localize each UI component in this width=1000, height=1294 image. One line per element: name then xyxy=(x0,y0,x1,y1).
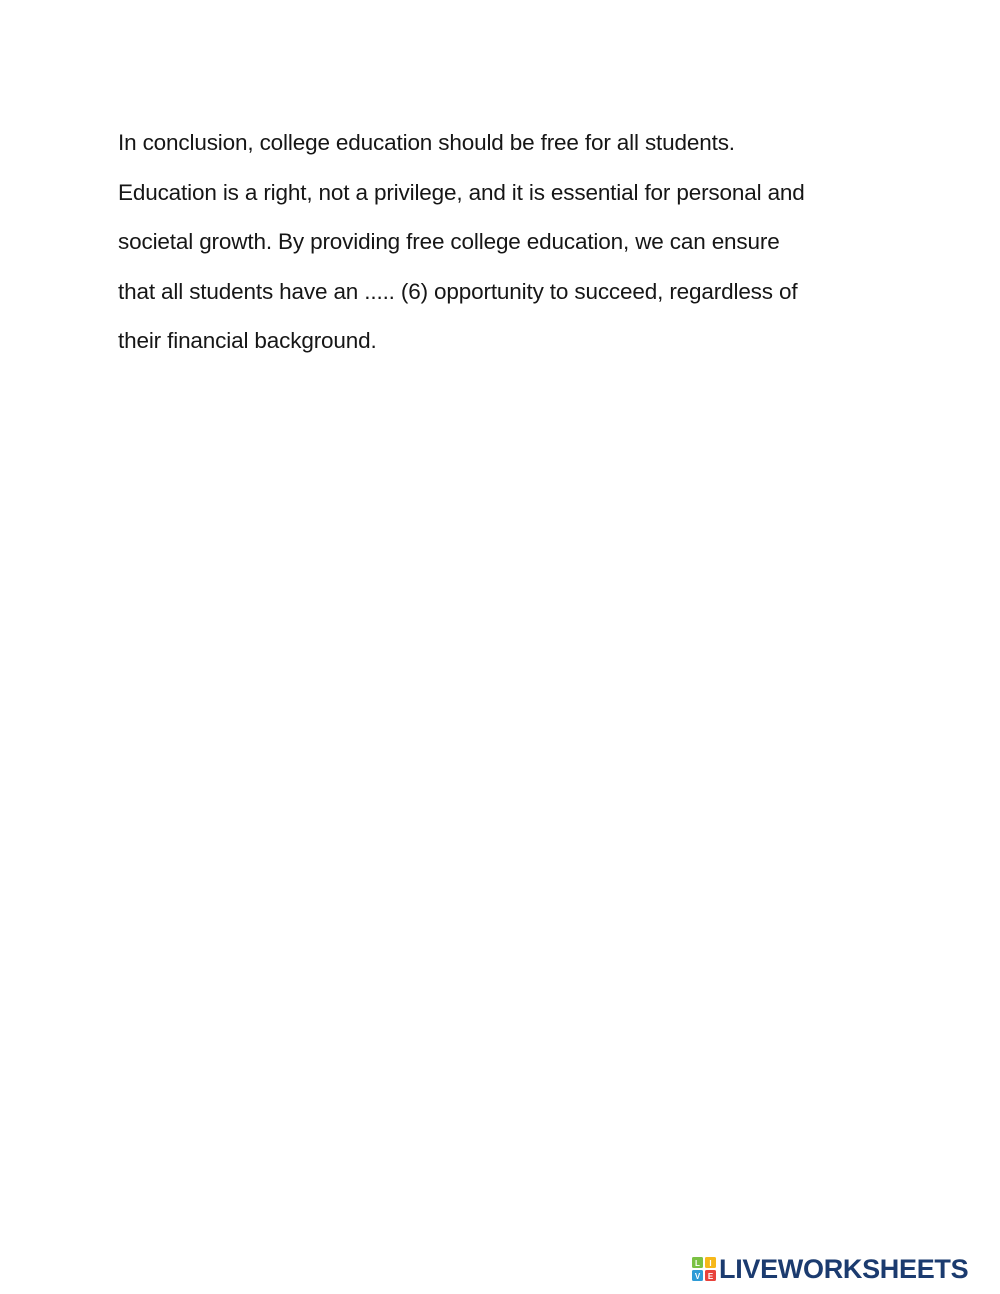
liveworksheets-brand xyxy=(692,1254,968,1284)
logo-letter-e: E xyxy=(707,1271,714,1281)
liveworksheets-logo-icon xyxy=(692,1257,716,1281)
passage-line-1: In conclusion, college education should be free for all students. xyxy=(118,130,735,155)
brand-name: LIVEWORKSHEETS xyxy=(719,1254,969,1284)
passage-line-2: Education is a right, not a privilege, and it is essential for personal and xyxy=(118,179,805,205)
logo-letter-l: L xyxy=(695,1258,700,1268)
passage-line-3: societal growth. By providing free college education, we can ensure xyxy=(118,229,780,255)
passage-line-4: that all students have an ..... (6) opportunity to succeed, regardless of xyxy=(118,278,798,304)
passage-paragraph xyxy=(118,118,878,366)
logo-letter-v: V xyxy=(694,1271,701,1281)
passage-line-5: their financial background. xyxy=(118,328,377,354)
logo-letter-i: I xyxy=(709,1258,712,1268)
